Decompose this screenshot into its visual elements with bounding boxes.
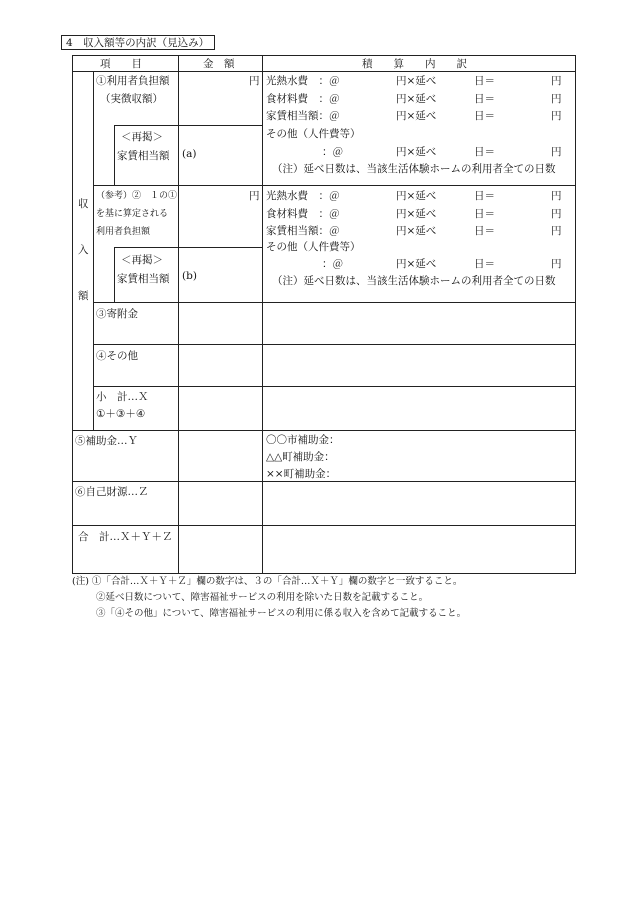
calc1-l2-mid: 円×延べ [396,93,437,105]
header-item: 項 目 [100,58,142,70]
calc1-l1-mid: 円×延べ [396,75,437,87]
note-1: (注) ①「合計…Ｘ＋Ｙ＋Ｚ」欄の数字は、３の「合計…Ｘ＋Ｙ」欄の数字と一致すること。 [72,576,463,587]
subsidy-line-2: △△町補助金： [266,451,335,463]
subsidy-line-1: 〇〇市補助金： [266,434,340,446]
row1-reprint-label: ＜再掲＞ [121,131,163,143]
calc1-l2-name: 食材料費 ：＠ [266,93,340,105]
calc1-l4: その他（人件費等） [266,128,361,140]
calc2-l1-mid: 円×延べ [396,190,437,202]
calc2-l1-day: 日＝ [474,190,495,202]
calc1-l3-name: 家賃相当額：＠ [266,110,340,122]
calc1-l5-day: 日＝ [474,146,495,158]
row6-label: ⑥自己財源…Ｚ [75,486,149,498]
calc2-l4: その他（人件費等） [266,241,361,253]
calc2-l5-name: ：＠ [322,258,343,270]
calc2-l5-day: 日＝ [474,258,495,270]
calc2-l3-mid: 円×延べ [396,225,437,237]
section-title: 4 収入額等の内訳（見込み） [61,35,215,50]
row1-rent-label: 家賃相当額 [117,150,170,162]
note-3: ③「④その他」について、障害福祉サービスの利用に係る収入を含めて記載すること。 [96,608,467,619]
calc1-l1-yen: 円 [551,75,562,87]
calc1-note: （注）延べ日数は、当該生活体験ホームの利用者全ての日数 [272,163,556,175]
calc1-l2-yen: 円 [551,93,562,105]
subtotal-label: 小 計…Ｘ [96,391,149,403]
subtotal-formula: ①＋③＋④ [96,408,146,420]
calc2-l3-name: 家賃相当額：＠ [266,225,340,237]
calc2-l2-day: 日＝ [474,208,495,220]
calc1-l5-mid: 円×延べ [396,146,437,158]
row3-label: ③寄附金 [96,308,138,320]
row2-reprint-label: ＜再掲＞ [121,254,163,266]
calc2-l5-yen: 円 [551,258,562,270]
calc2-l1-name: 光熱水費 ：＠ [266,190,340,202]
calc1-l3-day: 日＝ [474,110,495,122]
calc2-note: （注）延べ日数は、当該生活体験ホームの利用者全ての日数 [272,275,556,287]
calc1-l5-yen: 円 [551,146,562,158]
calc2-l3-day: 日＝ [474,225,495,237]
row2-rent-label: 家賃相当額 [117,273,170,285]
row2-label-a: （参考）② １の① [96,191,178,201]
calc2-l2-yen: 円 [551,208,562,220]
row1-label-sub: （実徴収額） [100,93,163,105]
header-calc: 積 算 内 訳 [362,58,467,70]
row1-label: ①利用者負担額 [96,75,170,87]
row2-label-b: を基に算定される [96,209,169,219]
total-label: 合 計…Ｘ＋Ｙ＋Ｚ [78,531,173,543]
calc1-l2-day: 日＝ [474,93,495,105]
vertical-label-3: 額 [78,290,89,302]
row4-label: ④その他 [96,350,138,362]
vertical-label-1: 収 [78,198,89,210]
calc1-l3-mid: 円×延べ [396,110,437,122]
calc2-l3-yen: 円 [551,225,562,237]
subsidy-line-3: ××町補助金： [266,468,337,480]
row5-label: ⑤補助金…Ｙ [75,435,138,447]
calc1-l1-name: 光熱水費 ：＠ [266,75,340,87]
row1-yen: 円 [249,75,260,87]
vertical-label-2: 入 [78,244,89,256]
calc2-l2-name: 食材料費 ：＠ [266,208,340,220]
row1-mark-a: (a) [182,148,197,160]
calc2-l5-mid: 円×延べ [396,258,437,270]
calc1-l1-day: 日＝ [474,75,495,87]
calc1-l5-name: ：＠ [322,146,343,158]
header-amount: 金 額 [203,58,235,70]
row2-label-c: 利用者負担額 [96,227,151,237]
calc2-l2-mid: 円×延べ [396,208,437,220]
calc2-l1-yen: 円 [551,190,562,202]
row2-yen: 円 [249,190,260,202]
note-2: ②延べ日数について、障害福祉サービスの利用を除いた日数を記載すること。 [96,592,429,603]
row2-mark-b: (b) [182,270,197,282]
calc1-l3-yen: 円 [551,110,562,122]
